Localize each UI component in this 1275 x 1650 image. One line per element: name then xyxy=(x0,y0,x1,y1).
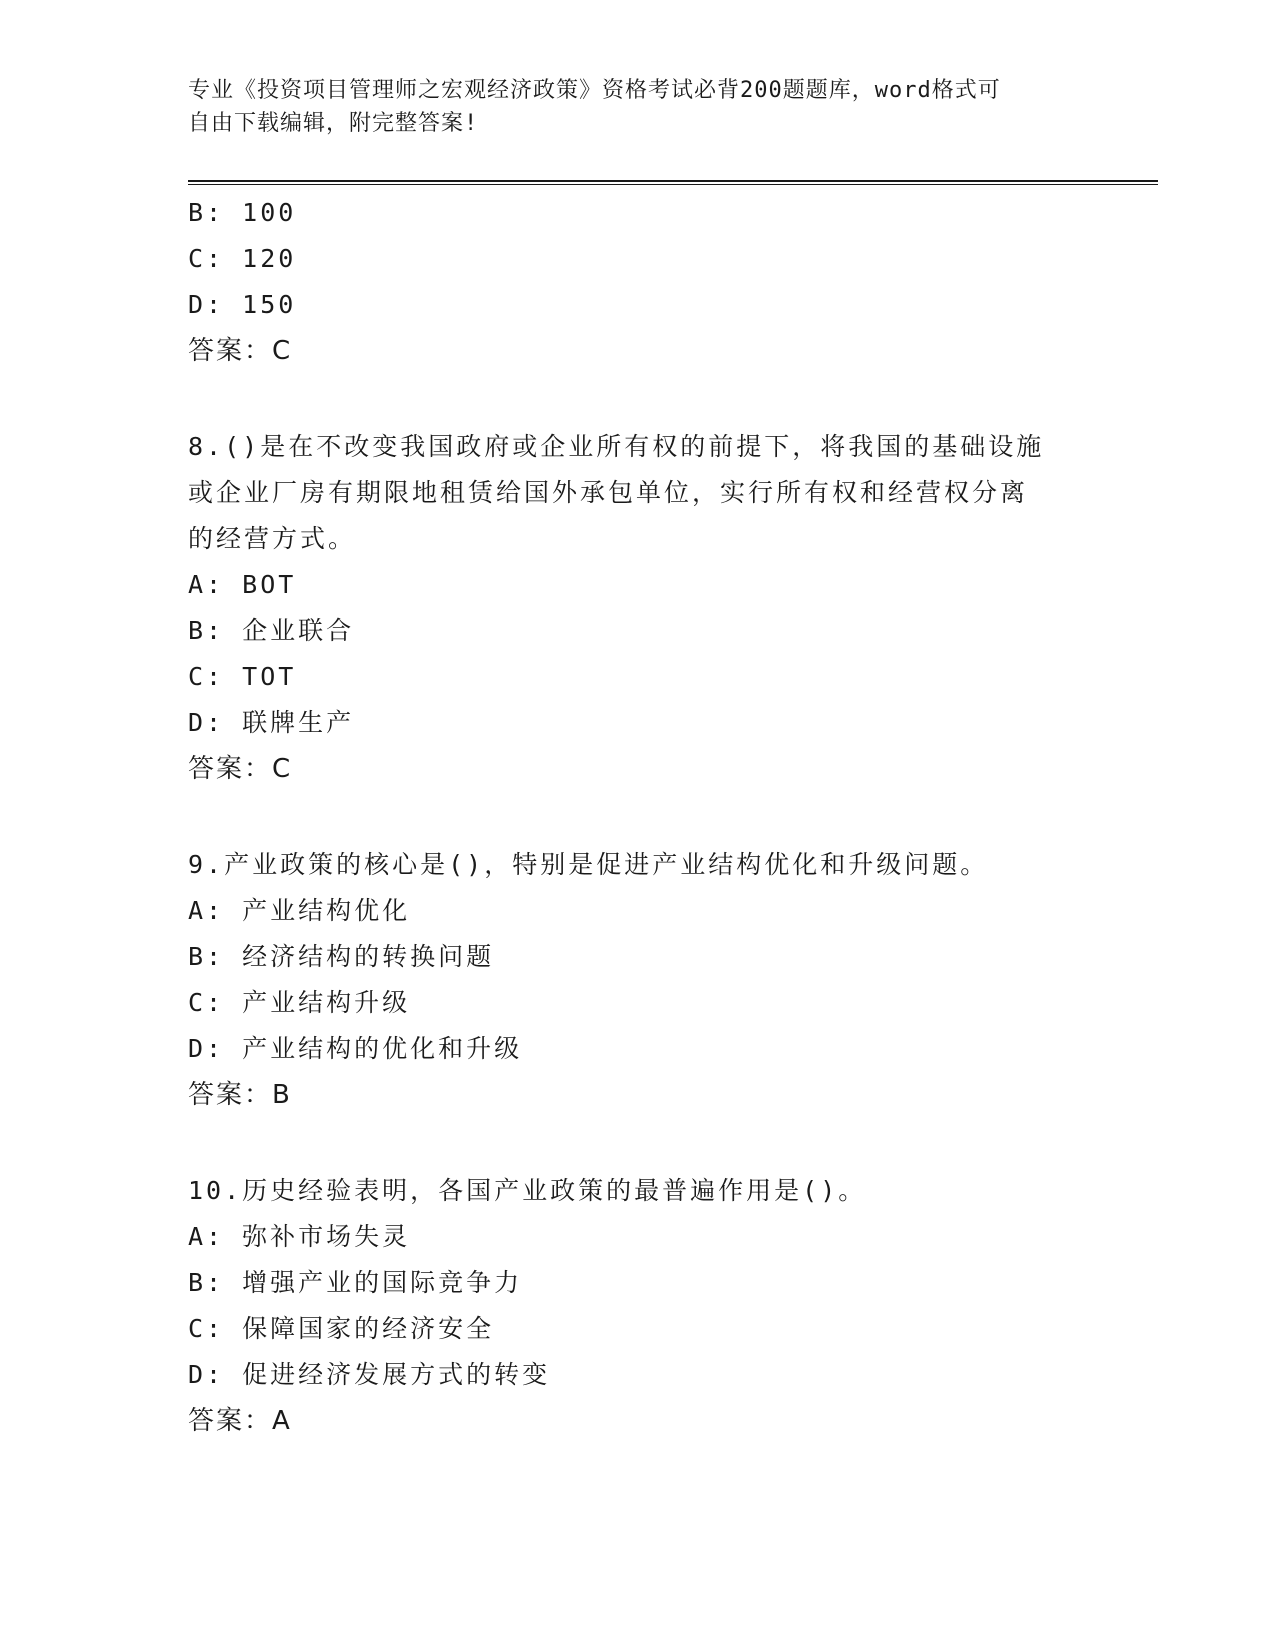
question-block-10 xyxy=(188,1168,1088,1444)
option-a: A: 弥补市场失灵 xyxy=(188,1222,411,1251)
document-header xyxy=(188,74,1088,140)
answer-line: 答案：A xyxy=(188,1406,292,1436)
question-block-prev xyxy=(188,190,1088,374)
option-c: C: 120 xyxy=(188,244,297,273)
option-d: D: 联牌生产 xyxy=(188,708,355,737)
option-c: C: 产业结构升级 xyxy=(188,988,411,1017)
header-line-2: 自由下载编辑，附完整答案! xyxy=(188,111,479,136)
question-text-line: 8.()是在不改变我国政府或企业所有权的前提下，将我国的基础设施 xyxy=(188,432,1045,461)
question-list xyxy=(188,190,1088,1444)
option-d: D: 产业结构的优化和升级 xyxy=(188,1034,523,1063)
header-divider-thin xyxy=(188,184,1158,185)
answer-line: 答案：C xyxy=(188,336,293,366)
answer-line: 答案：C xyxy=(188,754,293,784)
option-b: B: 100 xyxy=(188,198,297,227)
option-b: B: 企业联合 xyxy=(188,616,355,645)
header-line-1: 专业《投资项目管理师之宏观经济政策》资格考试必背200题题库，word格式可 xyxy=(188,78,1001,103)
option-d: D: 促进经济发展方式的转变 xyxy=(188,1360,551,1389)
question-text-line: 或企业厂房有期限地租赁给国外承包单位，实行所有权和经营权分离 xyxy=(188,478,1029,507)
question-block-9 xyxy=(188,842,1088,1118)
question-text-line: 10.历史经验表明，各国产业政策的最普遍作用是()。 xyxy=(188,1176,867,1205)
question-text-line: 9.产业政策的核心是()，特别是促进产业结构优化和升级问题。 xyxy=(188,850,989,879)
option-d: D: 150 xyxy=(188,290,297,319)
option-c: C: 保障国家的经济安全 xyxy=(188,1314,495,1343)
option-a: A: BOT xyxy=(188,570,297,599)
question-text-line: 的经营方式。 xyxy=(188,524,357,553)
header-divider-thick xyxy=(188,180,1158,182)
question-block-8 xyxy=(188,424,1088,792)
option-a: A: 产业结构优化 xyxy=(188,896,411,925)
answer-line: 答案：B xyxy=(188,1080,292,1110)
option-c: C: TOT xyxy=(188,662,297,691)
option-b: B: 经济结构的转换问题 xyxy=(188,942,495,971)
option-b: B: 增强产业的国际竞争力 xyxy=(188,1268,523,1297)
